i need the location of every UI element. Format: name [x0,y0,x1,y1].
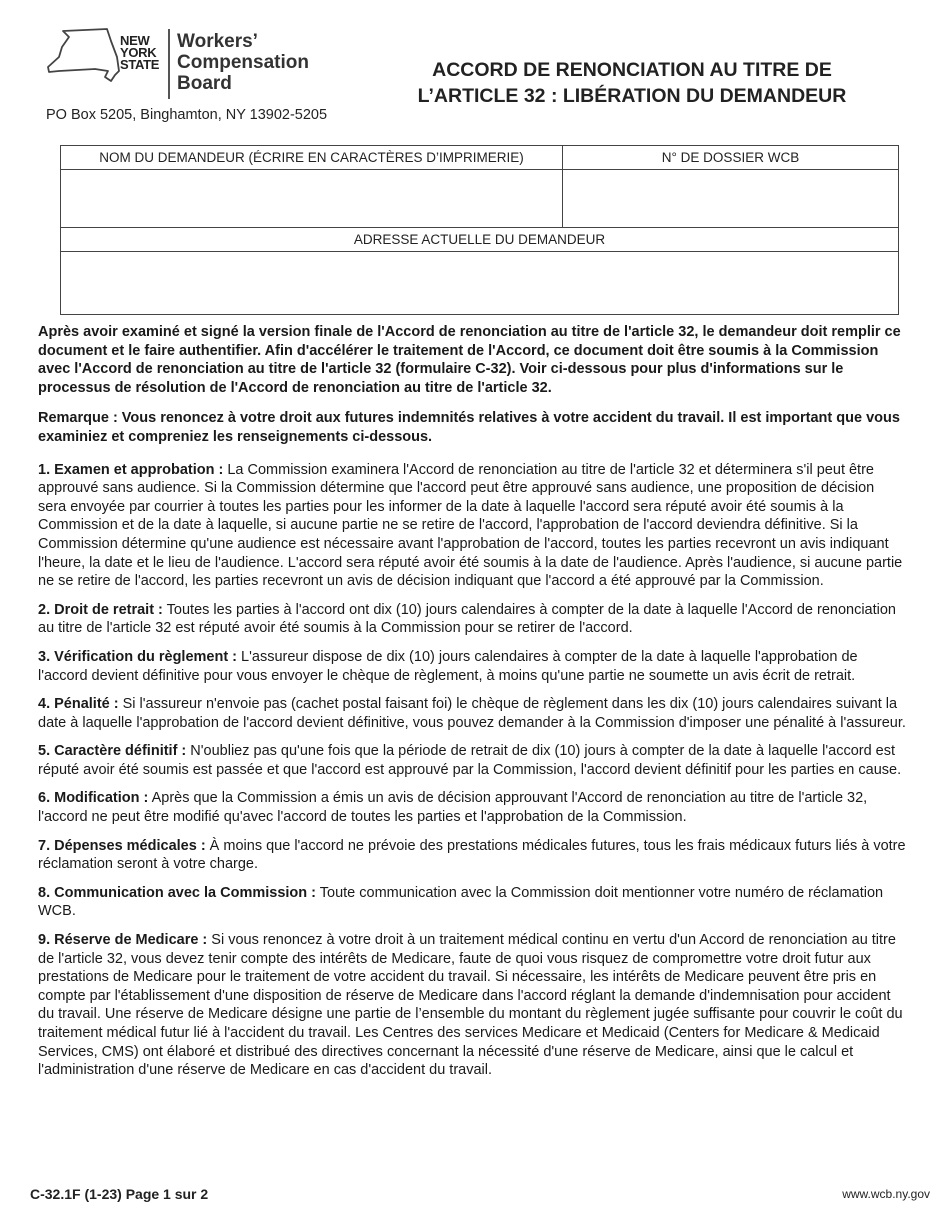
section-review-approval [38,461,906,591]
section-title: 3. Vérification du règlement : [38,648,238,665]
form-id-page-number: C-32.1F (1-23) Page 1 sur 2 [30,1186,209,1202]
logo-agency-line: Board [177,73,232,94]
case-number-label: N° DE DOSSIER WCB [563,146,899,170]
claimant-name-label: NOM DU DEMANDEUR (ÉCRIRE EN CARACTÈRES D’IMPRIMERIE) [61,146,563,170]
section-text: Si vous renoncez à votre droit à un traitement médical continu en vertu d'un Accord de renonciation au titre de l'article 32, vous devez tenir compte des intérêts de Medicare, faute de quoi vous risquez de compromettre votre droit futur aux prestations de Medicare pour le traitement de votre accident du travail. Si nécessaire, les intérêts de Medicare peuvent être pris en compte par l'établissement d'une disposition de réserve de Medicare dans l'accord réglant la demande d'indemnisation pour accident du travail. Une réserve de Medicare désigne une partie de l’ensemble du montant du règlement jugée suffisante pour couvrir le coût du traitement médical futur lié à l'accident du travail. Les Centres des services Medicare et Medicaid (Centers for Medicare & Medicaid Services, CMS) ont élaboré et distribué des directives concernant la nécessité d'une réserve de Medicare, ainsi que le calcul et l'administration d'une réserve de Medicare en cas d'accident du travail. [38,932,903,1079]
section-penalty [38,695,906,732]
logo-state-line: YORK [120,45,157,60]
logo-state-text [120,35,159,71]
section-medical-expenses [38,837,906,874]
logo-state-line: STATE [120,57,160,72]
case-number-field[interactable] [563,170,899,228]
mailing-address: PO Box 5205, Binghamton, NY 13902-5205 [46,107,328,123]
website-url: www.wcb.ny.gov [842,1187,930,1201]
section-text: N'oubliez pas qu'une fois que la période de retrait de dix (10) jours à compter de la date à laquelle l'accord est réputé avoir été soumis est passée et que l'accord est approuvé par la Commission, l'accord devient définitif pour les parties en cause. [38,743,902,778]
section-text: Toute communication avec la Commission doit mentionner votre numéro de réclamation WCB. [38,884,884,920]
claimant-info-table [60,145,899,315]
logo-agency-text [177,31,309,94]
section-title: 7. Dépenses médicales : [38,837,206,854]
section-title: 8. Communication avec la Commission : [38,884,316,901]
section-title: 6. Modification : [38,790,149,807]
claimant-address-field[interactable] [61,252,899,315]
section-text: À moins que l'accord ne prévoie des prestations médicales futures, tous les frais médicaux futurs liés à votre réclamation seront à votre charge. [38,837,906,873]
new-york-state-map-icon [45,27,123,83]
section-title: 1. Examen et approbation : [38,461,224,478]
claimant-address-label: ADRESSE ACTUELLE DU DEMANDEUR [61,228,899,252]
claimant-name-field[interactable] [61,170,563,228]
note-paragraph: Remarque : Vous renoncez à votre droit aux futures indemnités relatives à votre accident du travail. Il est important que vous examiniez et compreniez les renseignements ci-dessous. [38,410,900,445]
section-settlement-verification [38,648,906,685]
section-text: Toutes les parties à l'accord ont dix (10) jours calendaires à compter de la date à laquelle l'Accord de renonciation au titre de l'article 32 est réputé avoir été soumis à la Commission pour se retirer de l'accord. [38,601,896,637]
form-title [362,57,902,109]
section-text: L'assureur dispose de dix (10) jours calendaires à compter de la date à laquelle l'approbation de l'accord devient définitive pour vous envoyer le chèque de règlement, à moins qu'une partie ne soumette un avis écrit de retrait. [38,648,858,684]
section-title: 5. Caractère définitif : [38,743,187,760]
section-title: 4. Pénalité : [38,696,119,713]
section-medicare-set-aside [38,931,906,1080]
section-finality [38,742,906,779]
section-title: 2. Droit de retrait : [38,601,163,618]
section-modification [38,789,906,826]
wcb-logo [45,27,320,105]
section-text: La Commission examinera l'Accord de renonciation au titre de l'article 32 et déterminera s'il peut être approuvé sans audience. Si la Commission détermine que l'accord peut être approuvé sans audience, une proposition de décision sera envoyée par courrier à toutes les parties pour les informer de la date à laquelle l'accord sera réputé avoir été soumis à la Commission et de la date à laquelle, si aucune partie ne se retire de l'accord, l'approbation de l'accord deviendra définitive. Si la Commission détermine qu'une audience est nécessaire avant l'approbation de l'accord, toutes les parties recevront un avis indiquant l'heure, la date et le lieu de l'audience. L'accord sera réputé avoir été soumis à la date de l'audience. Après l'audience, si aucune partie ne se retire de l'accord, les parties recevront un avis de décision indiquant que l'accord a été approuvé par la Commission. [38,461,903,590]
logo-agency-line: Workers’ [177,31,258,52]
section-title: 9. Réserve de Medicare : [38,932,208,949]
section-right-to-withdraw [38,601,906,638]
instructions-body [38,323,906,1090]
section-communication [38,884,906,921]
logo-divider [168,29,170,99]
logo-agency-line: Compensation [177,52,309,73]
form-title-line-1: ACCORD DE RENONCIATION AU TITRE DE [432,59,832,81]
section-text: Après que la Commission a émis un avis de décision approuvant l'Accord de renonciation au titre de l'article 32, l'accord ne peut être modifié qu'avec l'accord de toutes les parties et l'approbation de la Commission. [38,790,868,826]
intro-paragraph: Après avoir examiné et signé la version finale de l'Accord de renonciation au titre de l'article 32, le demandeur doit remplir ce document et le faire authentifier. Afin d'accélérer le traitement de l'Accord, ce document doit être soumis à la Commission avec l'Accord de renonciation au titre de l'article 32 (formulaire C-32). Voir ci-dessous pour plus d'informations sur le processus de résolution de l'Accord de renonciation au titre de l'article 32. [38,324,901,396]
form-title-line-2: L’ARTICLE 32 : LIBÉRATION DU DEMANDEUR [417,85,847,107]
section-text: Si l'assureur n'envoie pas (cachet postal faisant foi) le chèque de règlement dans les dix (10) jours calendaires suivant la date à laquelle l'approbation de l'accord devient définitive, vous pouvez demander à la Commission d'imposer une pénalité à l'assureur. [38,696,906,731]
logo-state-line: NEW [120,33,150,48]
